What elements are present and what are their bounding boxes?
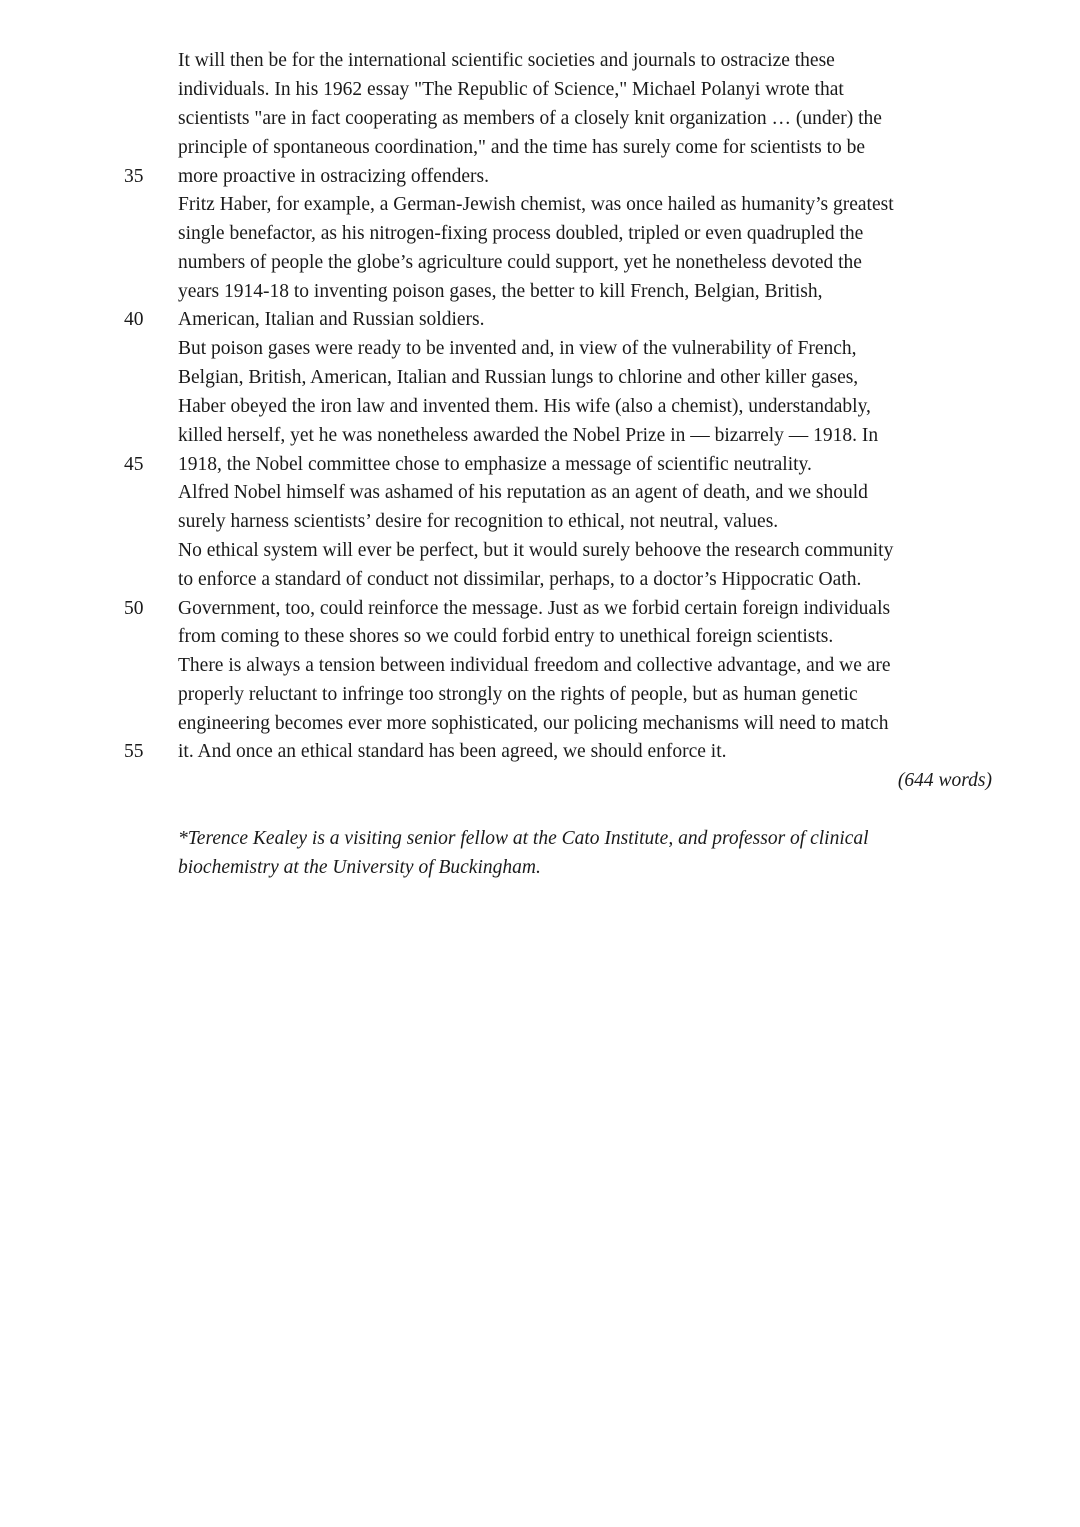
text-line: Fritz Haber, for example, a German-Jewish chemist, was once hailed as humanity’s greatest bbox=[178, 194, 894, 215]
text-line: Government, too, could reinforce the message. Just as we forbid certain foreign individuals bbox=[178, 598, 891, 619]
line-number: 35 bbox=[124, 166, 144, 187]
text-line: Haber obeyed the iron law and invented them. His wife (also a chemist), understandably, bbox=[178, 396, 871, 417]
text-line: from coming to these shores so we could forbid entry to unethical foreign scientists. bbox=[178, 626, 834, 647]
text-line: Belgian, British, American, Italian and Russian lungs to chlorine and other killer gases, bbox=[178, 367, 859, 388]
text-line: numbers of people the globe’s agriculture could support, yet he nonetheless devoted the bbox=[178, 252, 862, 273]
footnote-line: biochemistry at the University of Buckingham. bbox=[178, 857, 541, 878]
line-number: 40 bbox=[124, 309, 144, 330]
text-line: American, Italian and Russian soldiers. bbox=[178, 309, 485, 330]
text-line: Alfred Nobel himself was ashamed of his reputation as an agent of death, and we should bbox=[178, 482, 868, 503]
text-line: engineering becomes ever more sophisticated, our policing mechanisms will need to match bbox=[178, 713, 889, 734]
text-line: It will then be for the international scientific societies and journals to ostracize these bbox=[178, 50, 835, 71]
text-line: There is always a tension between individual freedom and collective advantage, and we are bbox=[178, 655, 891, 676]
word-count: (644 words) bbox=[897, 770, 992, 791]
text-line: individuals. In his 1962 essay "The Republic of Science," Michael Polanyi wrote that bbox=[178, 79, 844, 100]
text-line: single benefactor, as his nitrogen-fixing process doubled, tripled or even quadrupled the bbox=[178, 223, 864, 244]
text-line: principle of spontaneous coordination," and the time has surely come for scientists to be bbox=[178, 137, 866, 158]
line-number: 45 bbox=[124, 454, 144, 475]
text-line: to enforce a standard of conduct not dissimilar, perhaps, to a doctor’s Hippocratic Oath. bbox=[178, 569, 862, 590]
text-line: years 1914-18 to inventing poison gases, the better to kill French, Belgian, British, bbox=[178, 281, 823, 302]
text-line: 1918, the Nobel committee chose to emphasize a message of scientific neutrality. bbox=[178, 454, 812, 475]
text-line: more proactive in ostracizing offenders. bbox=[178, 166, 489, 187]
text-line: surely harness scientists’ desire for recognition to ethical, not neutral, values. bbox=[178, 511, 779, 532]
text-line: killed herself, yet he was nonetheless awarded the Nobel Prize in — bizarrely — 1918. In bbox=[178, 425, 879, 446]
text-line: But poison gases were ready to be invented and, in view of the vulnerability of French, bbox=[178, 338, 857, 359]
text-line: No ethical system will ever be perfect, but it would surely behoove the research community bbox=[178, 540, 894, 561]
text-line: it. And once an ethical standard has been agreed, we should enforce it. bbox=[178, 741, 727, 762]
text-line: scientists "are in fact cooperating as members of a closely knit organization … (under) the bbox=[178, 108, 882, 129]
line-number: 50 bbox=[124, 598, 144, 619]
line-number: 55 bbox=[124, 741, 144, 762]
footnote-line: *Terence Kealey is a visiting senior fellow at the Cato Institute, and professor of clinical bbox=[178, 828, 869, 849]
text-line: properly reluctant to infringe too strongly on the rights of people, but as human genetic bbox=[178, 684, 858, 705]
